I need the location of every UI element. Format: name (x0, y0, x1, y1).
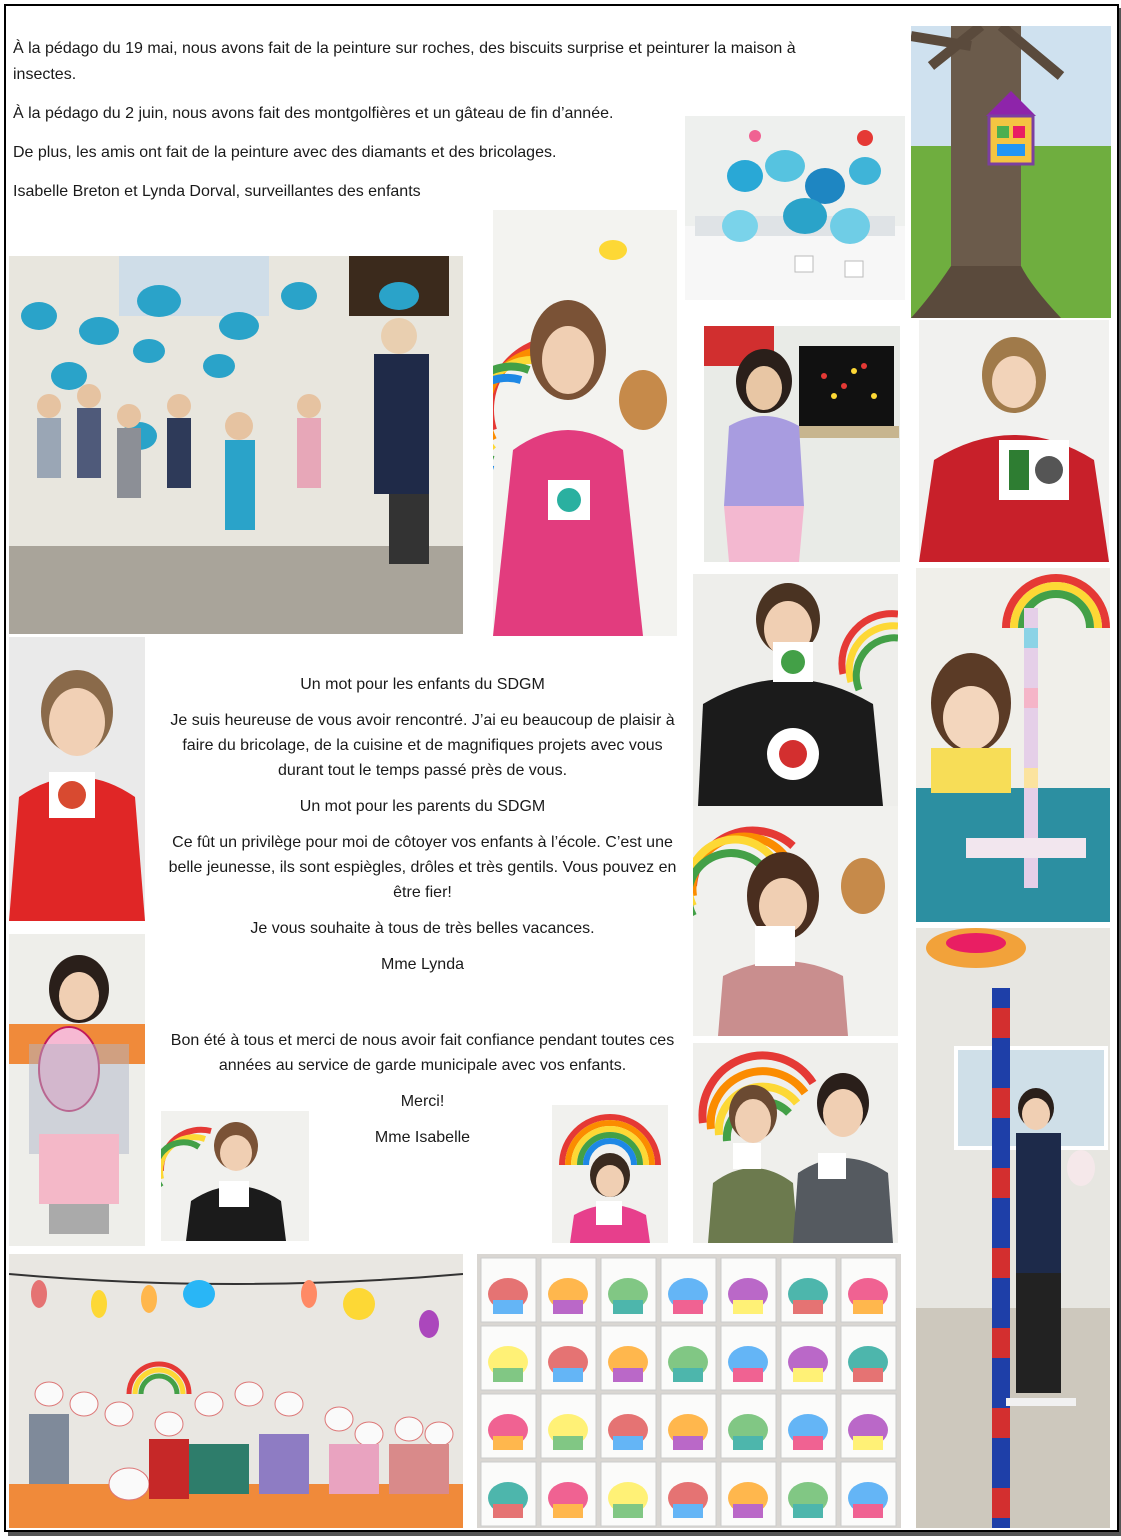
wishes-text: Je vous souhaite à tous de très belles vacances. (250, 920, 595, 937)
signature-isabelle: Mme Isabelle (374, 1129, 471, 1146)
basket-base (493, 1436, 523, 1450)
signature-lynda: Mme Lynda (381, 956, 464, 973)
basket-base (673, 1300, 703, 1314)
basket-base (613, 1368, 643, 1382)
kids-text: Je suis heureuse de vous avoir rencontré. J’ai eu beaucoup de plaisir à faire du bricolage, de la cuisine et de magnifiques projets avec vous durant tout le temps passé près de vous. (170, 712, 675, 779)
basket-base (553, 1368, 583, 1382)
parents-title: Un mot pour les parents du SDGM (299, 798, 546, 815)
basket-base (733, 1504, 763, 1518)
photo-boy-red-shirt (9, 637, 145, 921)
thanks-text: Merci! (400, 1093, 445, 1110)
photo-group-with-lanterns (9, 256, 463, 634)
basket-base (793, 1504, 823, 1518)
basket-base (613, 1436, 643, 1450)
photo-girl-easter-egg (9, 934, 145, 1246)
kids-title: Un mot pour les enfants du SDGM (300, 676, 545, 693)
basket-base (493, 1504, 523, 1518)
photo-girl-sticker-monster (493, 210, 677, 636)
basket-base (793, 1368, 823, 1382)
basket-base (853, 1300, 883, 1314)
photo-paper-lanterns (685, 116, 905, 300)
basket-base (553, 1300, 583, 1314)
photo-girl-lego-tower (916, 568, 1110, 922)
photo-boy-black-hoodie (693, 574, 898, 806)
basket-base (793, 1300, 823, 1314)
intro-signature: Isabelle Breton et Lynda Dorval, surveillantes des enfants (13, 183, 421, 200)
basket-base (733, 1368, 763, 1382)
basket-base (733, 1436, 763, 1450)
basket-base (493, 1300, 523, 1314)
photo-group-bunny-masks (9, 1254, 463, 1528)
basket-base (673, 1368, 703, 1382)
farewell-text: Bon été à tous et merci de nous avoir fait confiance pendant toutes ces années au service de garde municipale avec vos enfants. (170, 1032, 675, 1074)
basket-base (793, 1436, 823, 1450)
photo-boy-tall-tower (916, 928, 1110, 1528)
intro-paragraph: À la pédago du 19 mai, nous avons fait de la peinture sur roches, des biscuits surprise et peinturer la maison à insectes. (13, 40, 796, 83)
basket-base (553, 1504, 583, 1518)
photo-girl-red-hoodie (919, 320, 1109, 562)
basket-base (853, 1436, 883, 1450)
photo-basket-drawings (477, 1254, 901, 1528)
basket-base (853, 1504, 883, 1518)
intro-paragraph: À la pédago du 2 juin, nous avons fait des montgolfières et un gâteau de fin d’année. (13, 105, 614, 122)
intro-paragraph: De plus, les amis ont fait de la peinture avec des diamants et des bricolages. (13, 144, 557, 161)
photo-girl-diamond-painting (704, 326, 900, 562)
photo-insect-house-tree (911, 26, 1111, 318)
basket-base (613, 1504, 643, 1518)
basket-base (673, 1436, 703, 1450)
basket-base (493, 1368, 523, 1382)
basket-base (553, 1436, 583, 1450)
message-block (165, 672, 680, 1161)
parents-text: Ce fût un privilège pour moi de côtoyer vos enfants à l’école. C’est une belle jeunesse, ils sont espiègles, drôles et très gentils. Vous pouvez en être fier! (168, 834, 677, 901)
photo-two-boys (693, 1043, 898, 1243)
photo-girl-love-shirt (693, 806, 898, 1036)
basket-base (733, 1300, 763, 1314)
basket-base (853, 1368, 883, 1382)
basket-base (613, 1300, 643, 1314)
basket-base (673, 1504, 703, 1518)
